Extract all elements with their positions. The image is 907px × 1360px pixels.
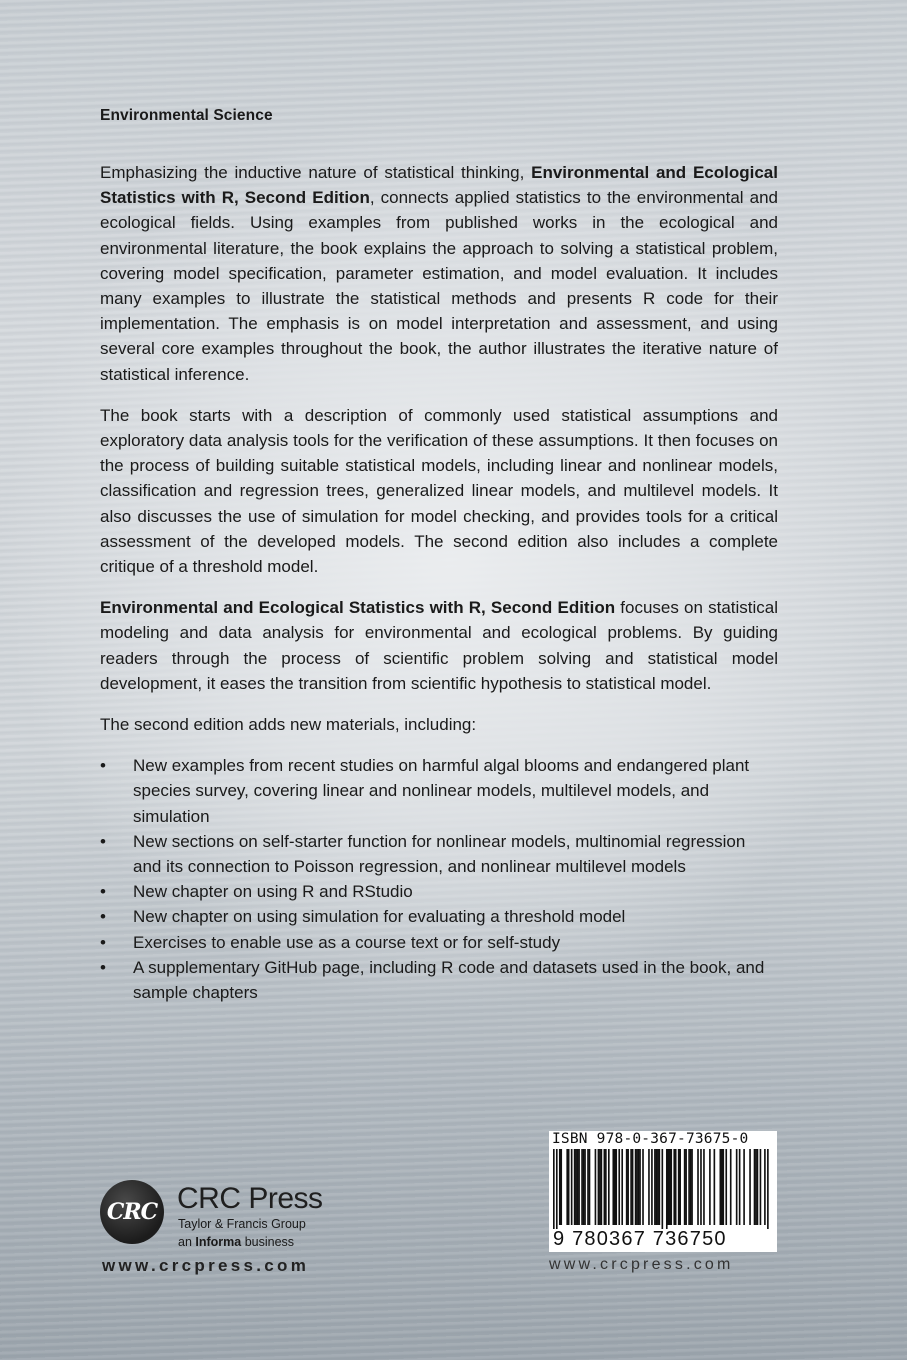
barcode-bar [635, 1149, 637, 1225]
barcode-bar [690, 1149, 692, 1225]
barcode-bar [604, 1149, 606, 1225]
barcode-bar [678, 1149, 680, 1225]
barcode-bar [764, 1149, 766, 1225]
feature-item [100, 930, 778, 955]
blurb [100, 160, 778, 1005]
publisher-informa [178, 1235, 294, 1249]
paragraph-1-rest: , connects applied statistics to the environmental and ecological fields. Using examples from published works in the ecological and environmental literature, the book explains the approach to solving a statistical problem, covering model specification, parameter estimation, and model evaluation. It includes many examples to illustrate the statistical methods and presents R code for their implementation. The emphasis is on model interpretation and assessment, and using several core examples throughout the book, the author illustrates the iterative nature of statistical inference. [100, 188, 778, 384]
barcode-bar [703, 1149, 705, 1225]
barcode-bar [654, 1149, 656, 1225]
features-list [100, 753, 778, 1005]
barcode-bar [575, 1149, 577, 1225]
barcode-bar [730, 1149, 732, 1225]
paragraph-1-lead: Emphasizing the inductive nature of statistical thinking, [100, 163, 532, 182]
barcode-bar [571, 1149, 573, 1225]
feature-item [100, 955, 778, 1005]
feature-text: New examples from recent studies on harmful algal blooms and endangered plant species survey, covering linear and nonlinear models, multilevel models, and simulation [133, 756, 750, 826]
barcode-bar [666, 1149, 668, 1229]
feature-text: New chapter on using simulation for evaluating a threshold model [133, 907, 626, 927]
barcode-bar [584, 1149, 586, 1225]
publisher-name: CRC Press [177, 1182, 323, 1215]
feature-item [100, 753, 778, 829]
barcode-bar [669, 1149, 671, 1225]
barcode-bar [754, 1149, 756, 1225]
barcode-bar [725, 1149, 727, 1225]
barcode-bar [608, 1149, 610, 1225]
barcode-bar [556, 1149, 558, 1229]
informa-prefix: an [178, 1235, 196, 1249]
barcode-bar [630, 1149, 632, 1225]
barcode-bar [736, 1149, 738, 1225]
paragraph-1 [100, 160, 778, 387]
barcode-bar [636, 1149, 638, 1225]
barcode-bar [719, 1149, 721, 1225]
barcode-bar [642, 1149, 644, 1225]
publisher-url[interactable]: www.crcpress.com [102, 1256, 310, 1275]
barcode-bar [757, 1149, 759, 1225]
barcode-bar [626, 1149, 628, 1225]
barcode-bar [553, 1149, 555, 1229]
barcode-bar [749, 1149, 751, 1225]
barcode-bar [688, 1149, 690, 1225]
barcode-bar [760, 1149, 762, 1225]
barcode-bar [568, 1149, 570, 1225]
paragraph-1-title: Environmental and Ecological Statistics with R, Second Edition [100, 163, 778, 208]
paragraph-3 [100, 595, 778, 696]
barcode-bar [709, 1149, 711, 1225]
barcode-bar [587, 1149, 589, 1225]
barcode-bar [697, 1149, 699, 1225]
informa-name: Informa [195, 1235, 242, 1249]
barcode-bar [621, 1149, 623, 1225]
barcode-bar [667, 1149, 669, 1225]
barcode-bar [612, 1149, 614, 1225]
bullet-icon: • [100, 831, 106, 851]
publisher-group: Taylor & Francis Group [178, 1217, 306, 1231]
barcode-bar [639, 1149, 641, 1225]
barcode-bar [589, 1149, 591, 1225]
barcode-bar [559, 1149, 561, 1225]
barcode-bar [767, 1149, 769, 1229]
barcode-bar [700, 1149, 702, 1225]
isbn-barcode [549, 1131, 777, 1252]
isbn-label: ISBN 978-0-367-73675-0 [552, 1131, 749, 1147]
barcode-bar [638, 1149, 640, 1225]
bullet-icon: • [100, 907, 106, 927]
barcode-bar [614, 1149, 616, 1225]
barcode-bar [721, 1149, 723, 1225]
bullet-icon: • [100, 882, 106, 902]
barcode-bar [675, 1149, 677, 1225]
feature-text: New sections on self-starter function for nonlinear models, multinomial regression and its connection to Poisson regression, and nonlinear multilevel models [133, 831, 746, 877]
barcode-bar [581, 1149, 583, 1225]
barcode-bar [685, 1149, 687, 1225]
barcode-bar [673, 1149, 675, 1225]
barcode-bar [599, 1149, 601, 1225]
barcode-bar [657, 1149, 659, 1225]
features-intro: The second edition adds new materials, including: [100, 715, 477, 735]
barcode-bars [553, 1149, 773, 1229]
barcode-bar [595, 1149, 597, 1225]
barcode-bar [615, 1149, 617, 1225]
barcode-bar [618, 1149, 620, 1225]
paragraph-2: The book starts with a description of commonly used statistical assumptions and exploratory data analysis tools for the verification of these assumptions. It then focuses on the process of building suitable statistical models, including linear and nonlinear models, classification and regression trees, generalized linear models, and multilevel models. It also discusses the use of simulation for model checking, and provides tools for a critical assessment of the developed models. The second edition also includes a complete critique of a threshold model. [100, 405, 778, 577]
barcode-bar [755, 1149, 757, 1225]
barcode-digits: 9 780367 736750 [553, 1228, 727, 1250]
barcode-bar [691, 1149, 693, 1225]
barcode-bar [627, 1149, 629, 1225]
informa-suffix: business [241, 1235, 295, 1249]
barcode-bar [566, 1149, 568, 1225]
barcode-bar [648, 1149, 650, 1225]
bullet-icon: • [100, 932, 106, 952]
barcode-bar [583, 1149, 585, 1225]
feature-text: A supplementary GitHub page, including R code and datasets used in the book, and sample chapters [133, 957, 765, 1003]
barcode-bar [578, 1149, 580, 1225]
barcode-bar [577, 1149, 579, 1225]
category-label: Environmental Science [100, 107, 273, 124]
feature-text: Exercises to enable use as a course text or for self-study [133, 932, 561, 952]
barcode-bar [714, 1149, 716, 1225]
barcode-bar [601, 1149, 603, 1225]
feature-text: New chapter on using R and RStudio [133, 882, 413, 902]
barcode-bar [662, 1149, 664, 1229]
feature-item [100, 904, 778, 929]
barcode-bar [670, 1149, 672, 1225]
barcode-url[interactable]: www.crcpress.com [549, 1256, 734, 1273]
barcode-bar [722, 1149, 724, 1225]
crc-logo-icon: CRC [100, 1180, 164, 1244]
barcode-bar [739, 1149, 741, 1225]
bullet-icon: • [100, 957, 106, 977]
feature-item [100, 879, 778, 904]
barcode-bar [659, 1149, 661, 1225]
barcode-bar [651, 1149, 653, 1225]
feature-item [100, 829, 778, 879]
barcode-bar [598, 1149, 600, 1225]
barcode-bar [656, 1149, 658, 1225]
barcode-bar [574, 1149, 576, 1225]
barcode-bar [605, 1149, 607, 1225]
paragraph-3-rest: focuses on statistical modeling and data analysis for environmental and ecological problems. By guiding readers through the process of scientific problem solving and statistical model development, it eases the transition from scientific hypothesis to statistical model. [100, 598, 779, 693]
barcode-bar [679, 1149, 681, 1225]
barcode-bar [632, 1149, 634, 1225]
paragraph-3-title: Environmental and Ecological Statistics with R, Second Edition [100, 598, 616, 618]
barcode-bar [560, 1149, 562, 1225]
barcode-bar [684, 1149, 686, 1225]
barcode-bar [743, 1149, 745, 1225]
bullet-icon: • [100, 756, 106, 776]
